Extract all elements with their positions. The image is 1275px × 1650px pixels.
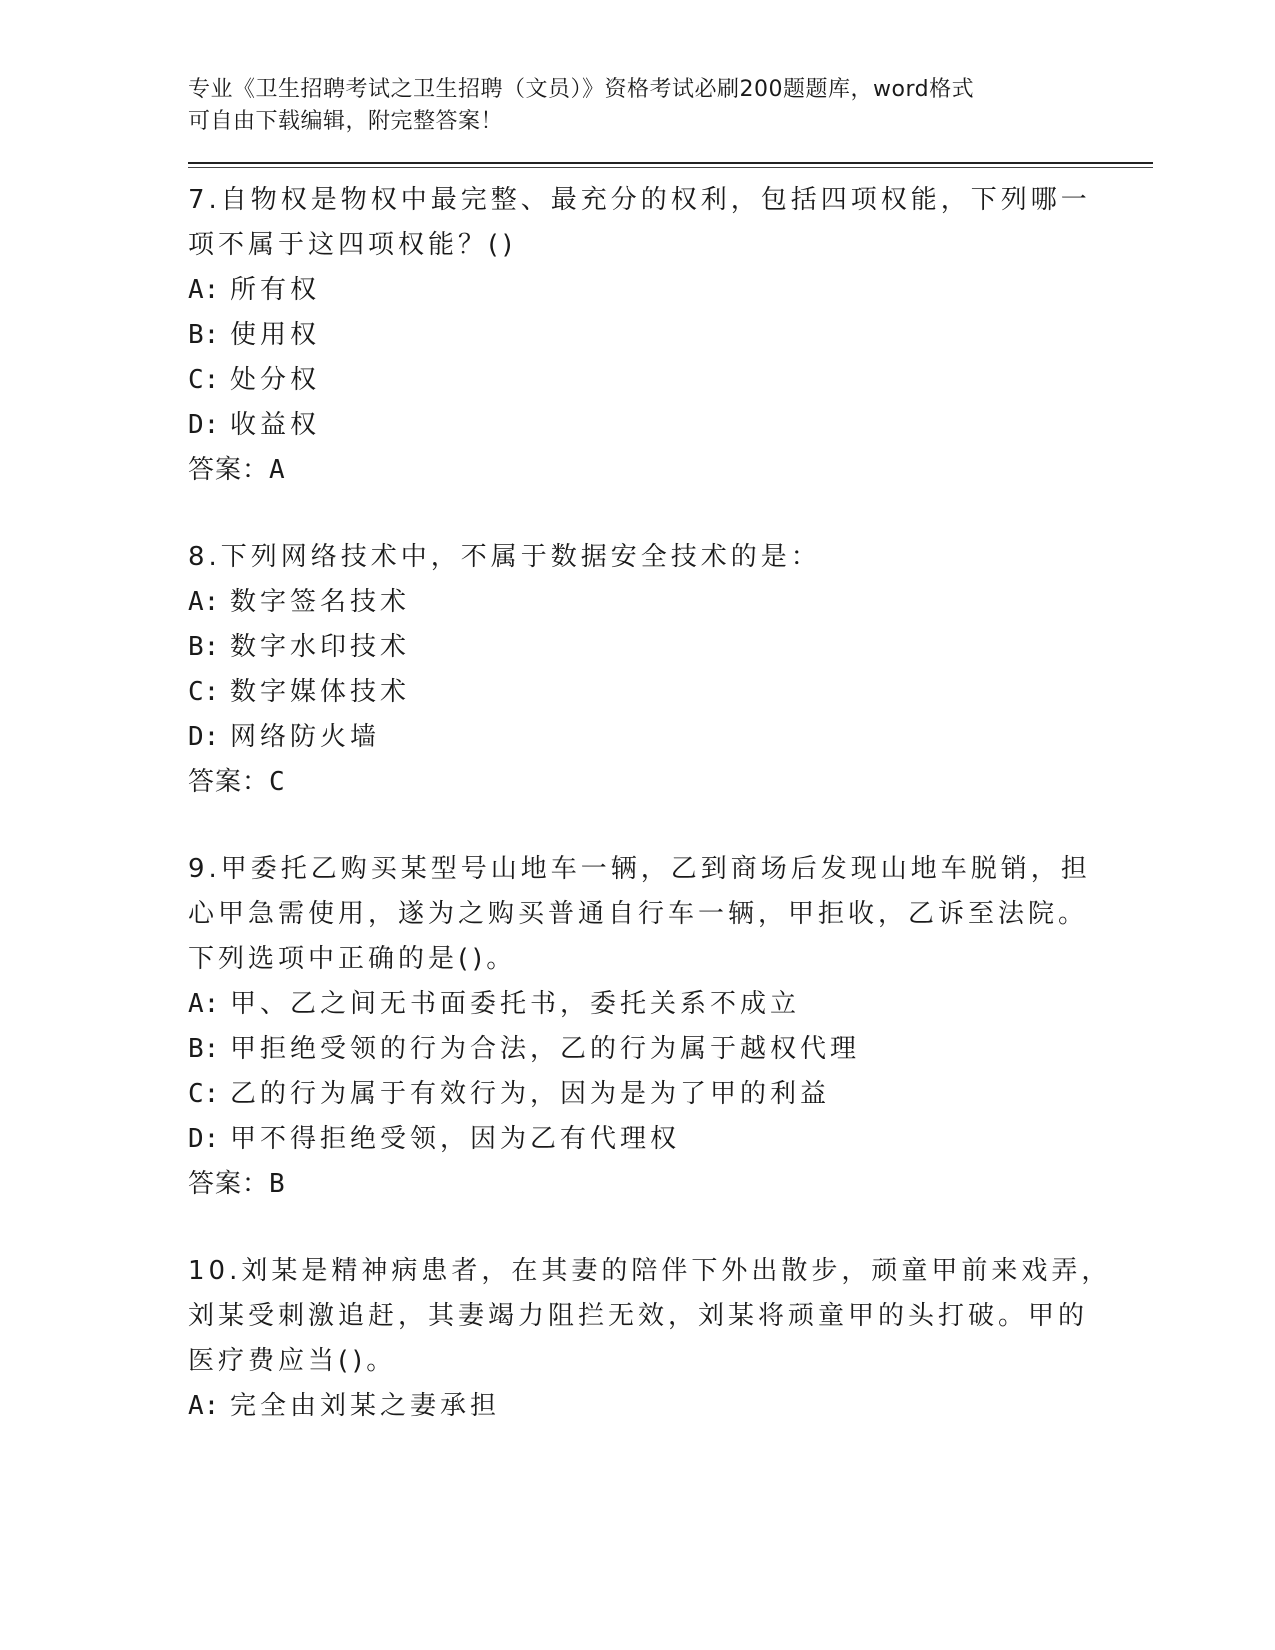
option-letter: A: xyxy=(188,587,220,617)
header-divider xyxy=(188,162,1153,168)
question-text xyxy=(188,535,1058,580)
option-letter: C: xyxy=(188,677,220,707)
option-letter: C: xyxy=(188,365,220,395)
question-text xyxy=(188,1249,1112,1384)
question-item xyxy=(188,1249,1148,1429)
option-a xyxy=(188,982,1148,1027)
answer-label: 答案： xyxy=(188,1169,270,1199)
option-letter: B: xyxy=(188,632,220,662)
question-item xyxy=(188,535,1148,805)
answer-line xyxy=(188,760,1148,805)
option-text: 所有权 xyxy=(230,275,321,305)
option-letter: D: xyxy=(188,410,220,440)
option-text: 收益权 xyxy=(230,410,321,440)
answer-line xyxy=(188,448,1148,493)
option-text: 甲不得拒绝受领，因为乙有代理权 xyxy=(230,1124,681,1154)
document-header xyxy=(188,74,1068,138)
question-line: 10.刘某是精神病患者，在其妻的陪伴下外出散步，顽童甲前来戏弄， xyxy=(188,1256,1112,1286)
option-letter: A: xyxy=(188,275,220,305)
option-d xyxy=(188,1117,1148,1162)
option-list xyxy=(188,1384,1148,1429)
option-letter: A: xyxy=(188,1391,220,1421)
option-list xyxy=(188,580,1148,760)
option-list xyxy=(188,268,1148,448)
option-list xyxy=(188,982,1148,1162)
header-line: 可自由下载编辑，附完整答案！ xyxy=(188,109,504,134)
option-letter: D: xyxy=(188,722,220,752)
option-text: 完全由刘某之妻承担 xyxy=(230,1391,501,1421)
option-letter: C: xyxy=(188,1079,220,1109)
question-item xyxy=(188,178,1148,493)
option-a xyxy=(188,1384,1148,1429)
question-line: 下列选项中正确的是()。 xyxy=(188,944,517,974)
question-line: 医疗费应当()。 xyxy=(188,1346,397,1376)
option-b xyxy=(188,313,1148,358)
option-d xyxy=(188,403,1148,448)
answer-value: B xyxy=(269,1169,286,1199)
option-text: 使用权 xyxy=(230,320,321,350)
option-text: 网络防火墙 xyxy=(230,722,381,752)
question-line: 刘某受刺激追赶，其妻竭力阻拦无效，刘某将顽童甲的头打破。甲的 xyxy=(188,1301,1089,1331)
question-line: 9.甲委托乙购买某型号山地车一辆，乙到商场后发现山地车脱销，担 xyxy=(188,854,1091,884)
header-line: 专业《卫生招聘考试之卫生招聘（文员）》资格考试必刷200题题库，word格式 xyxy=(188,77,975,102)
answer-label: 答案： xyxy=(188,767,270,797)
option-c xyxy=(188,358,1148,403)
question-list xyxy=(188,178,1148,1429)
question-line: 心甲急需使用，遂为之购买普通自行车一辆，甲拒收，乙诉至法院。 xyxy=(188,899,1089,929)
answer-line xyxy=(188,1162,1148,1207)
option-text: 数字签名技术 xyxy=(230,587,411,617)
question-line: 7.自物权是物权中最完整、最充分的权利，包括四项权能，下列哪一 xyxy=(188,185,1091,215)
divider-thin xyxy=(188,167,1153,168)
question-line: 项不属于这四项权能？() xyxy=(188,230,517,260)
option-text: 处分权 xyxy=(230,365,321,395)
option-text: 数字媒体技术 xyxy=(230,677,411,707)
question-line: 8.下列网络技术中，不属于数据安全技术的是： xyxy=(188,542,821,572)
option-b xyxy=(188,625,1148,670)
option-text: 甲、乙之间无书面委托书，委托关系不成立 xyxy=(230,989,801,1019)
option-a xyxy=(188,580,1148,625)
question-text xyxy=(188,178,1091,268)
option-letter: B: xyxy=(188,1034,220,1064)
option-c xyxy=(188,670,1148,715)
option-d xyxy=(188,715,1148,760)
option-text: 乙的行为属于有效行为，因为是为了甲的利益 xyxy=(230,1079,831,1109)
question-text xyxy=(188,847,1091,982)
option-letter: D: xyxy=(188,1124,220,1154)
divider-thick xyxy=(188,162,1153,164)
document-page xyxy=(188,74,1148,1471)
option-a xyxy=(188,268,1148,313)
question-item xyxy=(188,847,1148,1207)
option-text: 甲拒绝受领的行为合法，乙的行为属于越权代理 xyxy=(230,1034,861,1064)
option-c xyxy=(188,1072,1148,1117)
option-letter: A: xyxy=(188,989,220,1019)
answer-value: C xyxy=(269,767,286,797)
option-b xyxy=(188,1027,1148,1072)
option-text: 数字水印技术 xyxy=(230,632,411,662)
answer-value: A xyxy=(269,455,286,485)
answer-label: 答案： xyxy=(188,455,270,485)
option-letter: B: xyxy=(188,320,220,350)
